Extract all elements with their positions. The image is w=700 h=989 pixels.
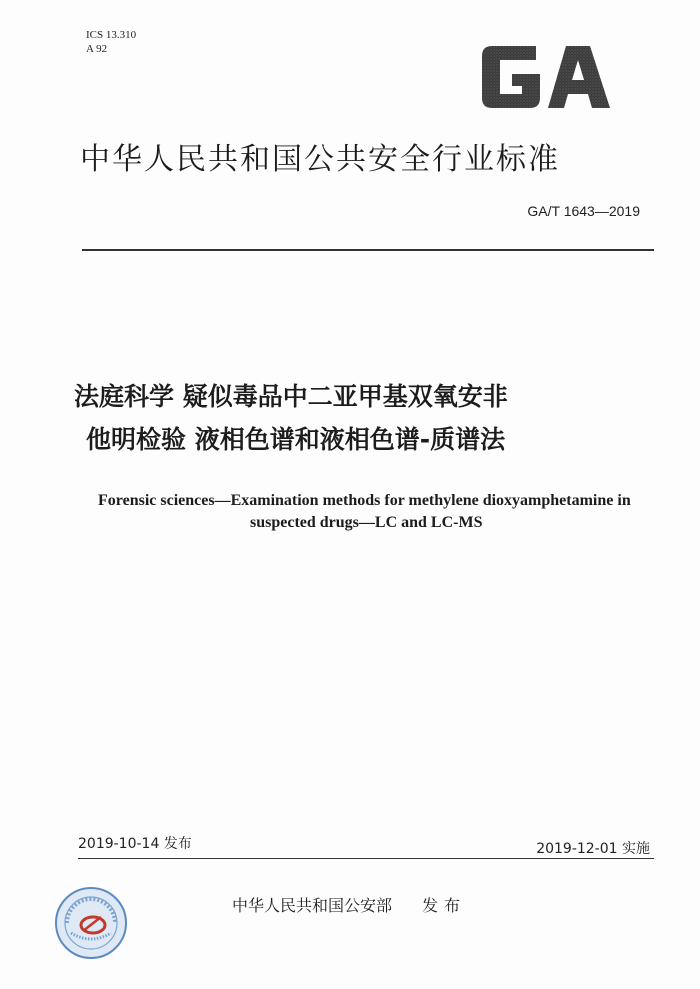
english-title-line-1: Forensic sciences—Examination methods for methylene dioxyamphetamine in	[98, 492, 631, 509]
ics-code: ICS 13.310	[86, 29, 137, 41]
logo-letter-g	[482, 46, 540, 108]
ga-logo	[478, 40, 614, 114]
english-title	[98, 490, 658, 534]
footer-divider	[78, 858, 654, 859]
issued-label: 发布	[422, 896, 467, 915]
logo-letter-a	[548, 46, 610, 108]
header-divider	[82, 249, 654, 251]
chinese-title-line-2: 他明检验 液相色谱和液相色谱-质谱法	[86, 425, 506, 454]
chinese-title	[74, 375, 674, 461]
implementation-date: 2019-12-01 实施	[536, 841, 650, 857]
standard-number: GA/T 1643—2019	[527, 203, 640, 219]
ccs-code: A 92	[86, 43, 108, 55]
logo-text: GA	[545, 80, 547, 81]
classification-codes	[86, 28, 136, 56]
library-stamp-icon	[53, 885, 129, 961]
chinese-title-line-1: 法庭科学 疑似毒品中二亚甲基双氧安非	[74, 382, 508, 411]
org-title: 中华人民共和国公共安全行业标准	[80, 142, 560, 177]
publisher-line	[232, 893, 466, 916]
english-title-line-2: suspected drugs—LC and LC-MS	[250, 514, 483, 531]
issue-date: 2019-10-14 发布	[78, 836, 192, 852]
publisher-name: 中华人民共和国公安部	[232, 896, 393, 915]
